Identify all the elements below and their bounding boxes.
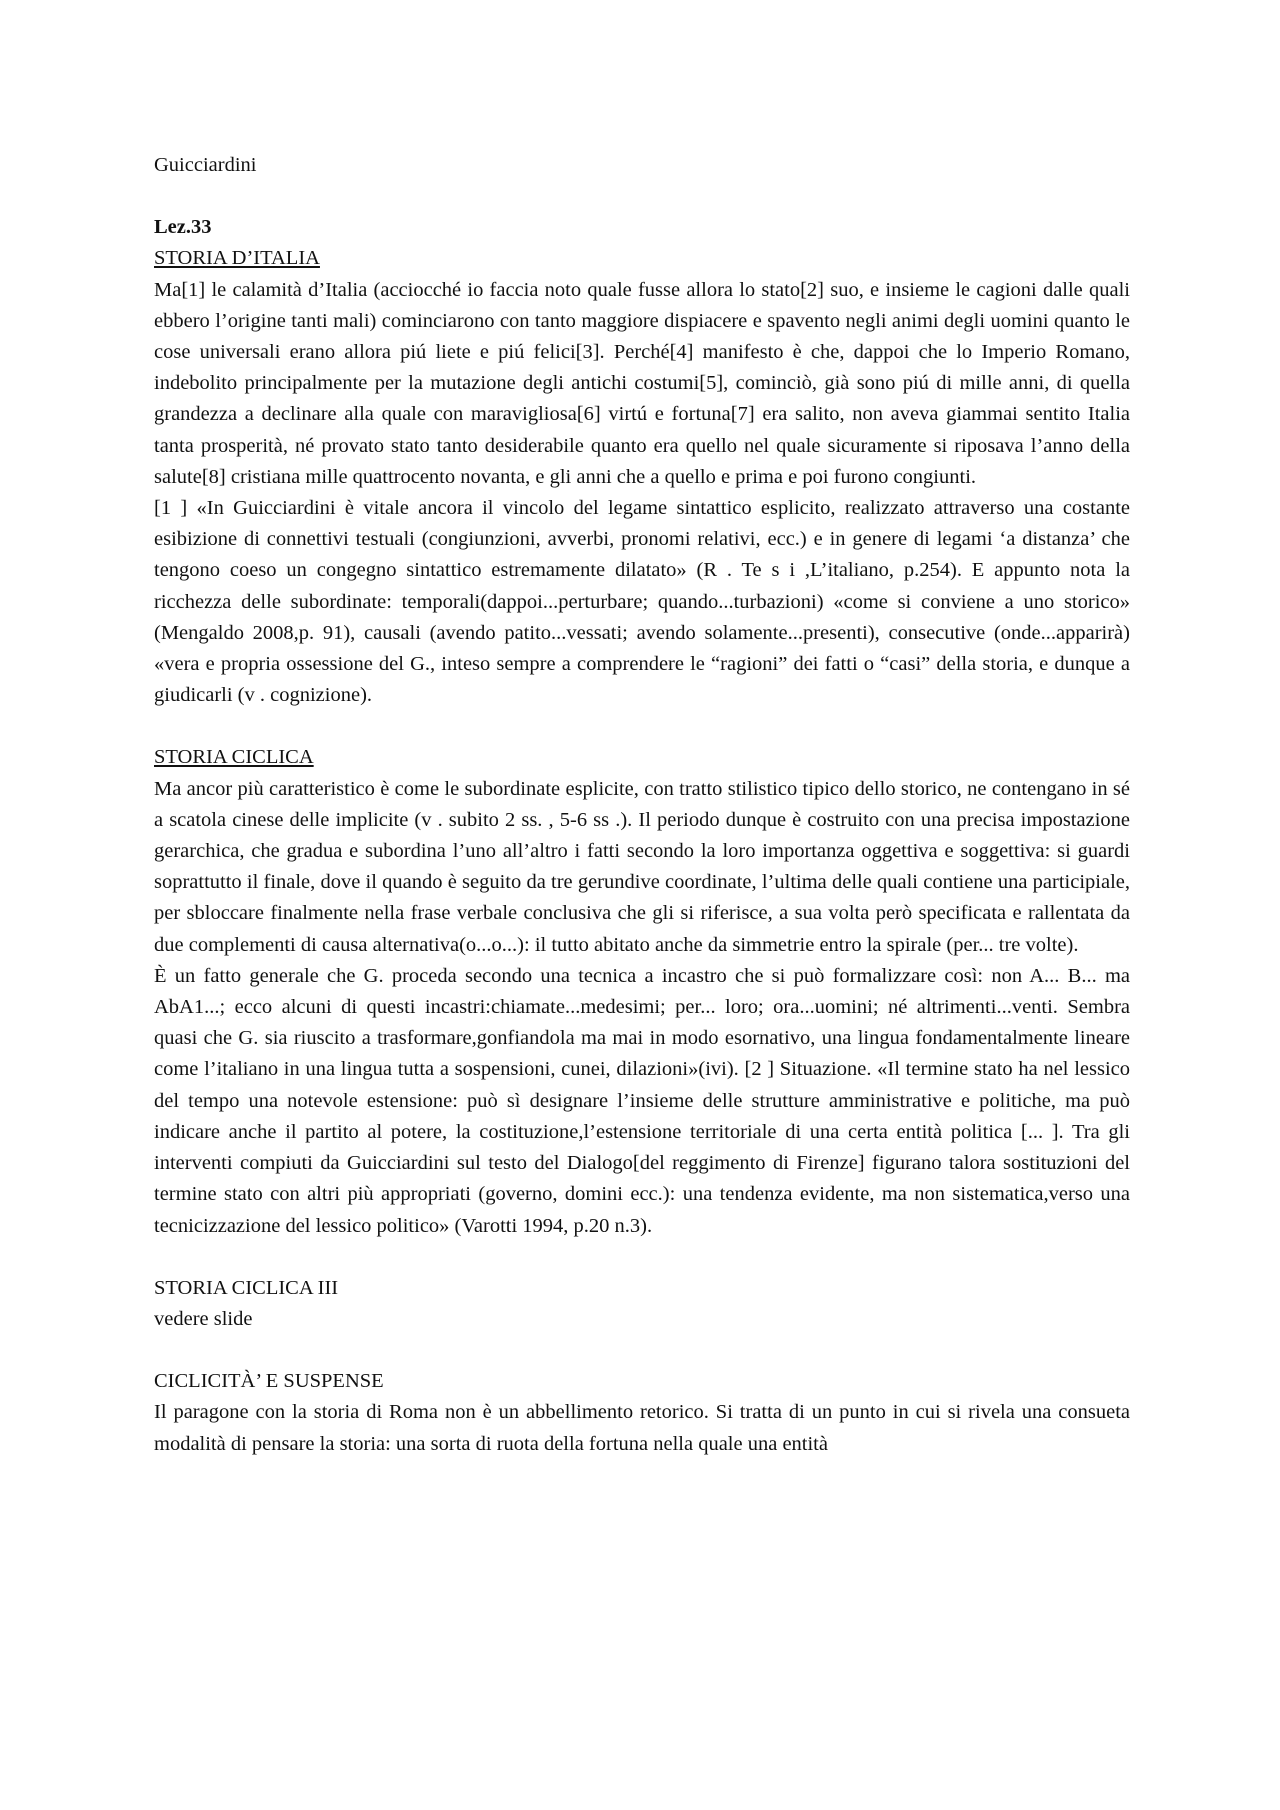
paragraph: Ma ancor più caratteristico è come le subordinate esplicite, con tratto stilistico tipico dello storico, ne contengano in sé a scatola cinese delle implicite (v . subito 2 ss. , 5-6 ss .). Il periodo dunque è costruito con una precisa impostazione gerarchica, che gradua e subordina l’uno all’altro i fatti secondo la loro importanza oggettiva e soggettiva: si guardi soprattutto il finale, dove il quando è seguito da tre gerundive coordinate, l’ultima delle quali contiene una participiale, per sbloccare finalmente nella frase verbale conclusiva che gli si riferisce, a sua volta però specificata e rallentata da due complementi di causa alternativa(o...o...): il tutto abitato anche da simmetrie entro la spirale (per... tre volte). xyxy=(154,777,1130,956)
document-body xyxy=(154,150,1130,1460)
paragraph: È un fatto generale che G. proceda secondo una tecnica a incastro che si può formalizzare così: non A... B... ma AbA1...; ecco alcuni di questi incastri:chiamate...medesimi; per... loro; ora...uomini; né altrimenti...venti. Sembra quasi che G. sia riuscito a trasformare,gonfiandola ma mai in modo esornativo, una lingua fondamentalmente lineare come l’italiano in una lingua tutta a sospensioni, cunei, dilazioni»(ivi). [2 ] Situazione. «Il termine stato ha nel lessico del tempo una notevole estensione: può sì designare l’insieme delle strutture amministrative e politiche, ma può indicare anche il partito al potere, la costituzione,l’estensione territoriale di una certa entità politica [... ]. Tra gli interventi compiuti da Guicciardini sul testo del Dialogo[del reggimento di Firenze] figurano talora sostituzioni del termine stato con altri più appropriati (governo, domini ecc.): una tendenza evidente, ma non sistematica,verso una tecnicizzazione del lessico politico» (Varotti 1994, p.20 n.3). xyxy=(154,964,1130,1237)
spacer xyxy=(154,1242,1130,1273)
paragraph: Ma[1] le calamità d’Italia (acciocché io faccia noto quale fusse allora lo stato[2] suo, e insieme le cagioni dalle quali ebbero l’origine tanti mali) cominciarono con tanto maggiore dispiacere e spavento negli animi degli uomini quanto le cose universali erano allora piú liete e piú felici[3]. Perché[4] manifesto è che, dappoi che lo Imperio Romano, indebolito principalmente per la mutazione degli antichi costumi[5], cominciò, già sono piú di mille anni, di quella grandezza a declinare alla quale con maravigliosa[6] virtú e fortuna[7] era salito, non aveva giammai sentito Italia tanta prosperità, né provato stato tanto desiderabile quanto era quello nel quale sicuramente si riposava l’anno della salute[8] cristiana mille quattrocento novanta, e gli anni che a quello e prima e poi furono congiunti. xyxy=(154,278,1130,488)
spacer xyxy=(154,181,1130,212)
lesson-label: Lez.33 xyxy=(154,216,212,239)
section-heading-storia-ditalia: STORIA D’ITALIA xyxy=(154,247,320,270)
document-title: Guicciardini xyxy=(154,154,257,176)
section-heading-ciclicita-e-suspense: CICLICITÀ’ E SUSPENSE xyxy=(154,1370,384,1393)
spacer xyxy=(154,711,1130,742)
footnote-paragraph: [1 ] «In Guicciardini è vitale ancora il vincolo del legame sintattico esplicito, realizzato attraverso una costante esibizione di connettivi testuali (congiunzioni, avverbi, pronomi relativi, ecc.) e in genere di legami ‘a distanza’ che tengono coeso un congegno sintattico estremamente dilatato» (R . Te s i ,L’italiano, p.254). E appunto nota la ricchezza delle subordinate: temporali(dappoi...perturbare; quando...turbazioni) «come si conviene a uno storico» (Mengaldo 2008,p. 91), causali (avendo patito...vessati; avendo solamente...presenti), consecutive (onde...apparirà) «vera e propria ossessione del G., inteso sempre a comprendere le “ragioni” dei fatti o “casi” della storia, e dunque a giudicarli (v . cognizione). xyxy=(154,497,1130,707)
paragraph: Il paragone con la storia di Roma non è un abbellimento retorico. Si tratta di un punto in cui si rivela una consueta modalità di pensare la storia: una sorta di ruota della fortuna nella quale una entità xyxy=(154,1401,1130,1455)
section-heading-storia-ciclica-iii: STORIA CICLICA III xyxy=(154,1276,339,1299)
section-heading-storia-ciclica: STORIA CICLICA xyxy=(154,746,314,769)
spacer xyxy=(154,1335,1130,1366)
paragraph: vedere slide xyxy=(154,1307,253,1330)
